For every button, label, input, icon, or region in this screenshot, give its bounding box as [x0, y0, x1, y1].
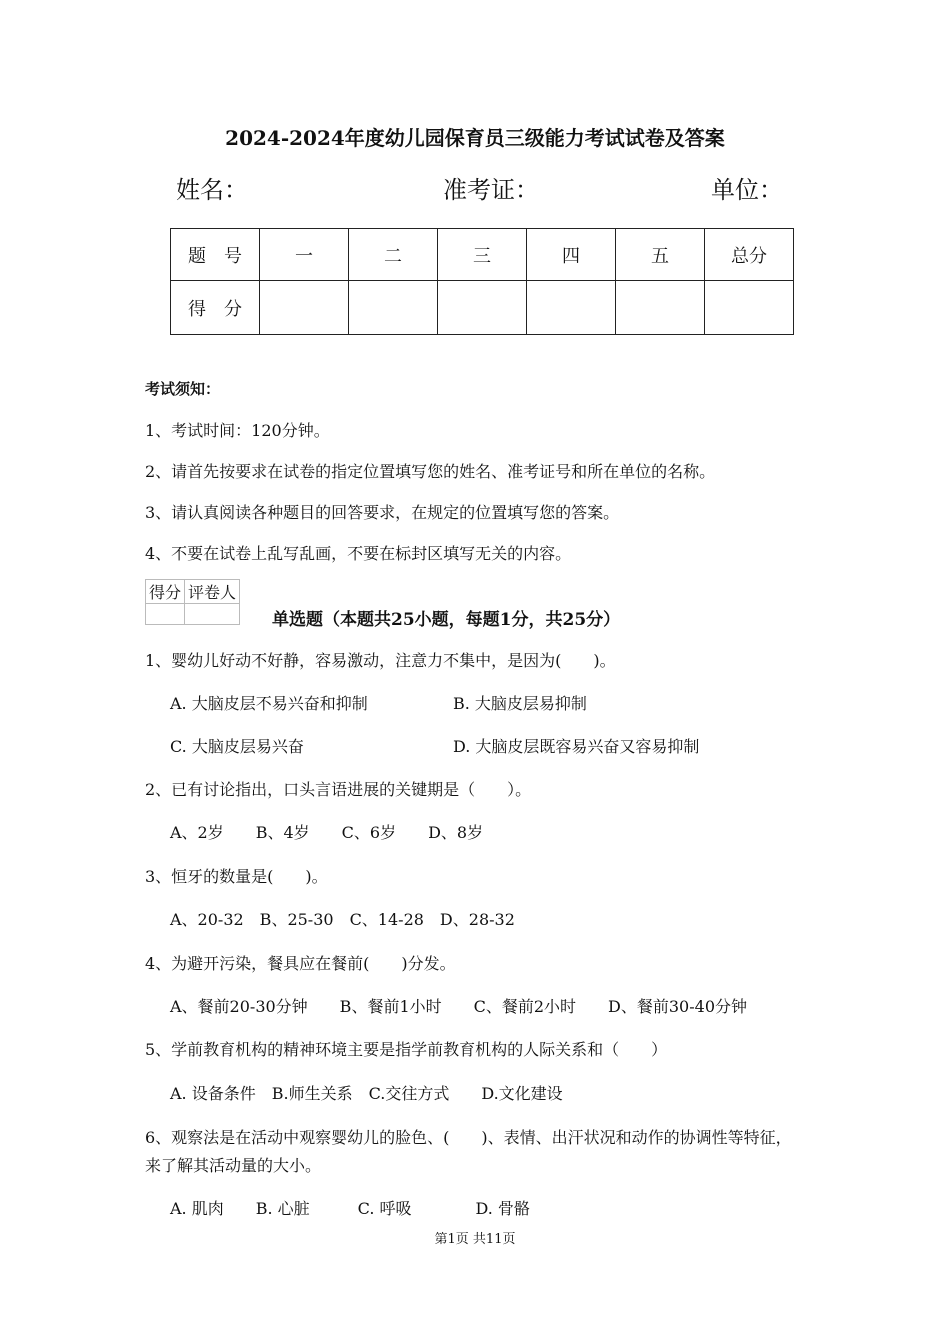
question-text-continued: 来了解其活动量的大小。: [145, 1156, 322, 1175]
grader-box: [145, 579, 240, 625]
question-text: 6、观察法是在活动中观察婴幼儿的脸色、( )、表情、出汗状况和动作的协调性等特征，: [145, 1128, 792, 1147]
score-input-cell[interactable]: [349, 281, 438, 335]
page-title: 2024-2024年度幼儿园保育员三级能力考试试卷及答案: [225, 126, 725, 150]
note-item: 1、考试时间：120分钟。: [145, 421, 330, 440]
option-b: B. 大脑皮层易抑制: [453, 694, 587, 713]
score-table-header-row: [171, 229, 794, 281]
grader-reviewer-cell[interactable]: [185, 604, 240, 625]
score-cell: 总分: [705, 229, 794, 281]
question-text: 3、恒牙的数量是( )。: [145, 867, 328, 886]
note-item: 3、请认真阅读各种题目的回答要求，在规定的位置填写您的答案。: [145, 503, 620, 522]
score-input-cell[interactable]: [260, 281, 349, 335]
options-line: A、餐前20-30分钟 B、餐前1小时 C、餐前2小时 D、餐前30-40分钟: [170, 997, 747, 1016]
options-line: A、2岁 B、4岁 C、6岁 D、8岁: [170, 823, 484, 842]
grader-score-label: 得分: [146, 580, 185, 604]
score-cell: 题 号: [171, 229, 260, 281]
unit-label: 单位：: [711, 176, 783, 204]
score-input-cell[interactable]: [527, 281, 616, 335]
notes-heading: 考试须知：: [145, 380, 221, 398]
grader-reviewer-label: 评卷人: [185, 580, 240, 604]
score-input-cell[interactable]: [616, 281, 705, 335]
score-cell: 得 分: [171, 281, 260, 335]
score-cell: 二: [349, 229, 438, 281]
question-text: 1、婴幼儿好动不好静，容易激动，注意力不集中，是因为( )。: [145, 651, 616, 670]
grader-score-cell[interactable]: [146, 604, 185, 625]
note-item: 2、请首先按要求在试卷的指定位置填写您的姓名、准考证号和所在单位的名称。: [145, 462, 716, 481]
name-label: 姓名：: [176, 176, 248, 204]
score-input-cell[interactable]: [438, 281, 527, 335]
score-input-cell[interactable]: [705, 281, 794, 335]
score-cell: 五: [616, 229, 705, 281]
score-cell: 一: [260, 229, 349, 281]
score-table: [170, 228, 794, 335]
score-table-score-row: [171, 281, 794, 335]
score-cell: 三: [438, 229, 527, 281]
question-text: 2、已有讨论指出，口头言语进展的关键期是（ ）。: [145, 780, 532, 799]
note-item: 4、不要在试卷上乱写乱画，不要在标封区填写无关的内容。: [145, 544, 572, 563]
options-line: A. 肌肉 B. 心脏 C. 呼吸 D. 骨骼: [170, 1199, 530, 1218]
option-c: C. 大脑皮层易兴奋: [170, 737, 304, 756]
options-line: A、20-32 B、25-30 C、14-28 D、28-32: [170, 910, 515, 929]
option-a: A. 大脑皮层不易兴奋和抑制: [170, 694, 368, 713]
section-title: 单选题（本题共25小题，每题1分，共25分）: [272, 610, 621, 630]
exam-id-label: 准考证：: [443, 176, 539, 204]
question-text: 4、为避开污染，餐具应在餐前( )分发。: [145, 954, 456, 973]
score-cell: 四: [527, 229, 616, 281]
question-text: 5、学前教育机构的精神环境主要是指学前教育机构的人际关系和（ ）: [145, 1040, 668, 1059]
option-d: D. 大脑皮层既容易兴奋又容易抑制: [453, 737, 700, 756]
options-line: A. 设备条件 B.师生关系 C.交往方式 D.文化建设: [170, 1084, 563, 1103]
page-footer: 第1页 共11页: [434, 1232, 516, 1247]
